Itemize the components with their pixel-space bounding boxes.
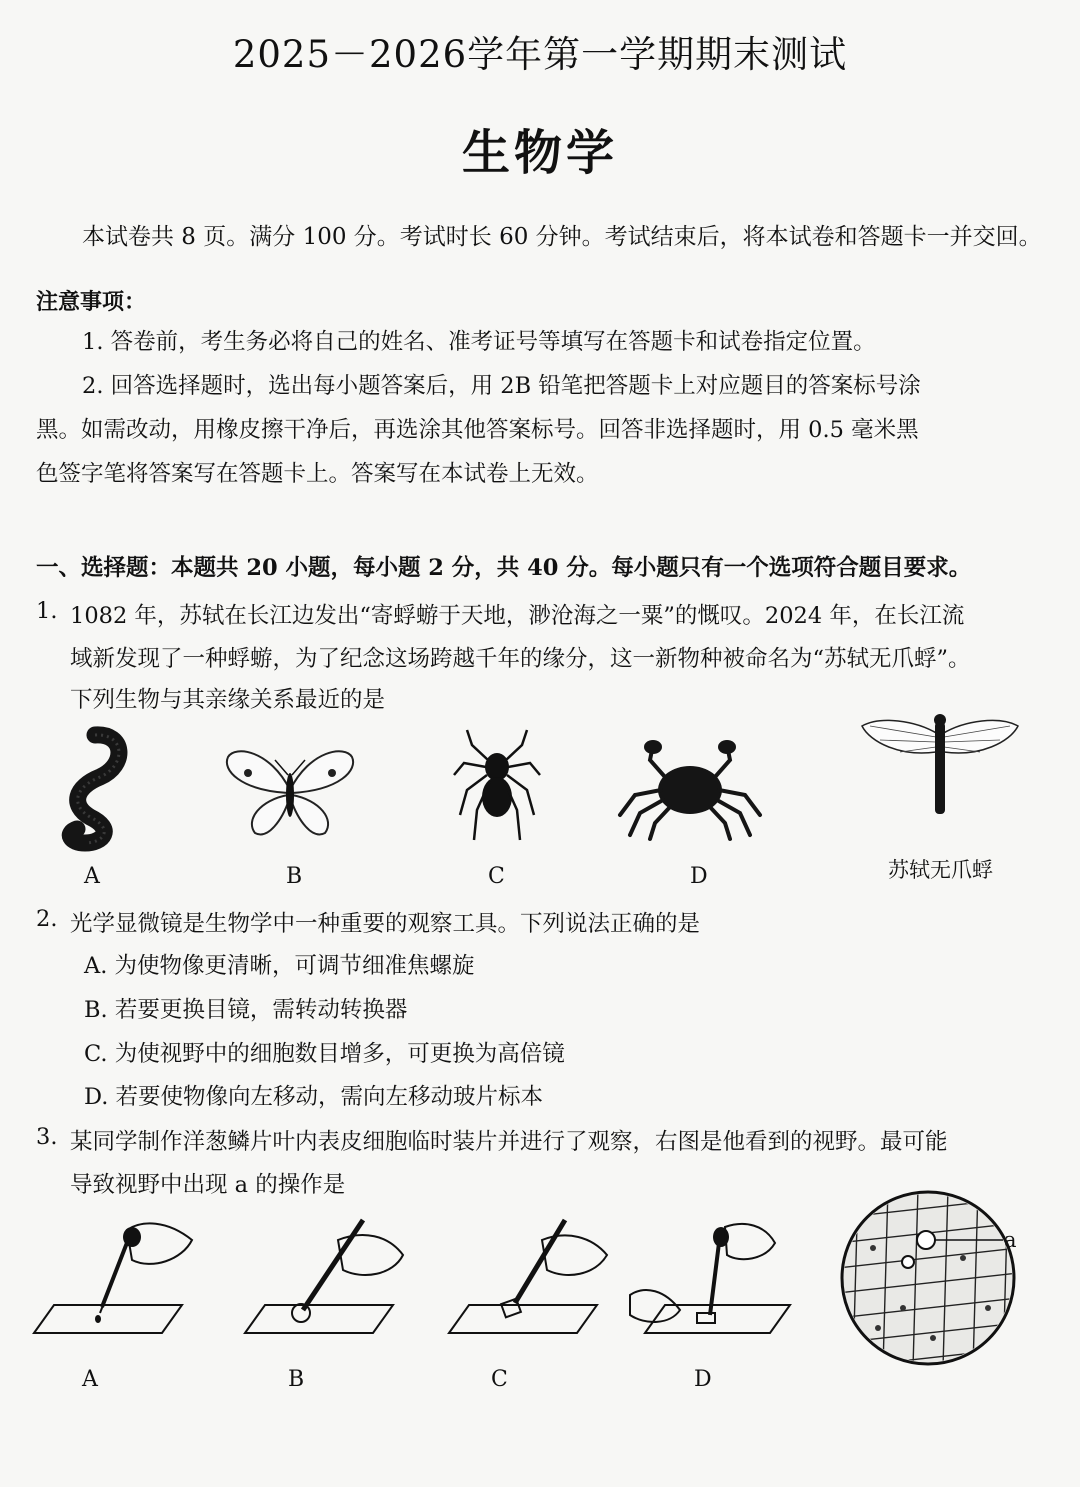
q3-option-d: D bbox=[694, 1367, 712, 1392]
q1-option-b: B bbox=[286, 864, 303, 889]
q2-option-b: B. 若要更换目镜，需转动转换器 bbox=[84, 997, 408, 1023]
q3-number: 3. bbox=[36, 1124, 58, 1150]
q2-option-a: A. 为使物像更清晰，可调节细准焦螺旋 bbox=[84, 953, 475, 979]
q1-image-c-spider bbox=[452, 725, 542, 845]
subject-title: 生物学 bbox=[461, 125, 618, 181]
q3-image-a-dropper bbox=[32, 1215, 202, 1340]
exam-title: 2025－2026学年第一学期期末测试 bbox=[232, 33, 848, 76]
q1-stem-line-2: 域新发现了一种蜉蝣，为了纪念这场跨越千年的缘分，这一新物种被命名为“苏轼无爪蜉”。 bbox=[70, 646, 971, 672]
q1-image-d-crab bbox=[615, 735, 765, 840]
q1-option-c: C bbox=[488, 864, 505, 889]
q1-stem-line-1: 1082 年，苏轼在长江边发出“寄蜉蝣于天地，渺沧海之一粟”的慨叹。2024 年，在长江流 bbox=[70, 603, 965, 629]
q1-option-a: A bbox=[84, 864, 100, 889]
notice-item-1: 1. 答卷前，考生务必将自己的姓名、准考证号等填写在答题卡和试卷指定位置。 bbox=[82, 329, 876, 355]
q3-field-label-a: a bbox=[1004, 1228, 1017, 1252]
q3-image-b-tweezers bbox=[243, 1215, 413, 1340]
q1-option-d: D bbox=[690, 864, 708, 889]
section-1-heading: 一、选择题：本题共 20 小题，每小题 2 分，共 40 分。每小题只有一个选项符合题目要求。 bbox=[36, 555, 972, 581]
q3-stem-line-2: 导致视野中出现 a 的操作是 bbox=[70, 1172, 346, 1198]
q2-number: 2. bbox=[36, 906, 58, 932]
q3-option-a: A bbox=[82, 1367, 98, 1392]
q1-image-mayfly bbox=[860, 712, 1020, 827]
q3-image-c-coverslip bbox=[447, 1215, 617, 1340]
q1-image-a-worm bbox=[55, 725, 135, 850]
q1-number: 1. bbox=[36, 598, 58, 624]
q3-option-b: B bbox=[288, 1367, 305, 1392]
q2-option-d: D. 若要使物像向左移动，需向左移动玻片标本 bbox=[84, 1084, 544, 1110]
q1-stem-line-3: 下列生物与其亲缘关系最近的是 bbox=[70, 687, 386, 713]
q2-option-c: C. 为使视野中的细胞数目增多，可更换为高倍镜 bbox=[84, 1041, 565, 1067]
notice-item-2-line-1: 2. 回答选择题时，选出每小题答案后，用 2B 铅笔把答题卡上对应题目的答案标号涂 bbox=[82, 373, 921, 399]
q3-image-d-dropper-paper bbox=[625, 1215, 795, 1340]
q3-microscope-field bbox=[838, 1188, 1018, 1368]
intro-text: 本试卷共 8 页。满分 100 分。考试时长 60 分钟。考试结束后，将本试卷和答题卡一并交回。 bbox=[82, 224, 1042, 250]
q1-mayfly-caption: 苏轼无爪蜉 bbox=[888, 858, 993, 882]
notice-heading: 注意事项： bbox=[36, 289, 147, 315]
notice-item-2-line-3: 色签字笔将答案写在答题卡上。答案写在本试卷上无效。 bbox=[36, 461, 599, 487]
q1-image-b-butterfly bbox=[220, 745, 360, 840]
q3-stem-line-1: 某同学制作洋葱鳞片叶内表皮细胞临时装片并进行了观察，右图是他看到的视野。最可能 bbox=[70, 1129, 948, 1155]
q3-option-c: C bbox=[491, 1367, 508, 1392]
notice-item-2-line-2: 黑。如需改动，用橡皮擦干净后，再选涂其他答案标号。回答非选择题时，用 0.5 毫米黑 bbox=[36, 417, 919, 443]
q2-stem: 光学显微镜是生物学中一种重要的观察工具。下列说法正确的是 bbox=[70, 911, 701, 937]
